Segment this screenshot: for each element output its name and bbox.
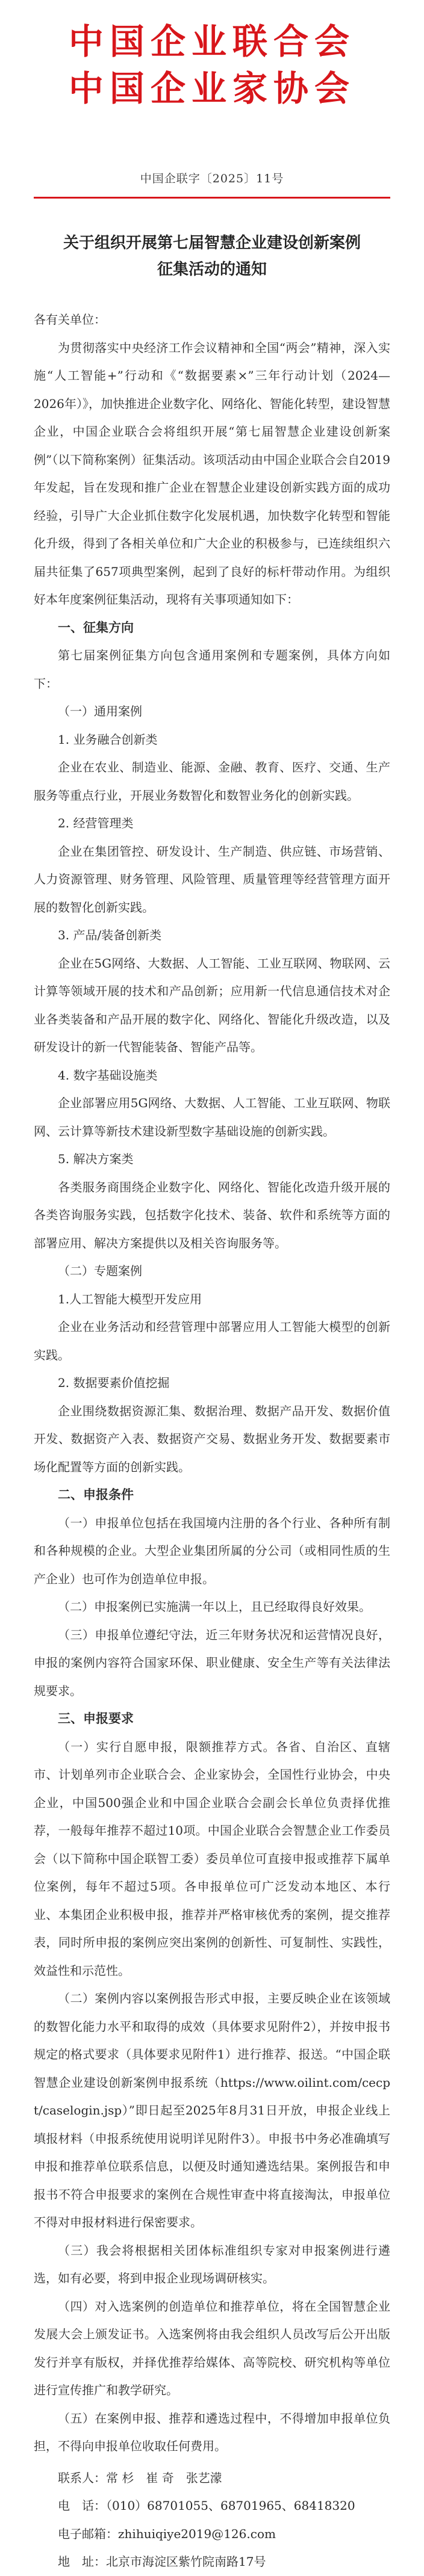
document-number: 中国企联字〔2025〕11号 [140,172,284,185]
red-divider-line [34,197,390,199]
item-2-body: 企业在集团管控、研发设计、生产制造、供应链、市场营销、人力资源管理、财务管理、风险管理、质量管理等经营管理方面开展的数智化创新实践。 [34,844,390,915]
special-item-1-title: 1.人工智能大模型开发应用 [58,1291,202,1306]
contact-phone-label: 电 话： [58,2498,106,2513]
contact-email [34,2520,390,2548]
org-name-2: 中国企业家协会 [68,68,355,109]
requirement-paragraph: （三）我会将根据相关团体标准组织专家对申报案例进行遴选，如有必要，将到申报企业现场调研核实。 [34,2243,390,2285]
contact-email-value: zhihuiqiye2019@126.com [118,2526,276,2541]
special-cases-heading: （二）专题案例 [58,1264,142,1278]
requirement-paragraph: （五）在案例申报、推荐和遴选过程中，不得增加申报单位负担，不得向申报单位收取任何费用。 [34,2411,390,2453]
section-3-heading: 三、申报要求 [58,1711,134,1726]
org-name-1: 中国企业联合会 [68,21,355,62]
condition-paragraph: （二）申报案例已实施满一年以上，且已经取得良好效果。 [58,1599,371,1614]
requirement-paragraph: （二）案例内容以案例报告形式申报，主要反映企业在该领域的数智化能力水平和取得的成效（具体要求见附件2），并按申报书规定的格式要求（具体要求见附件1）进行推荐、报送。“中国企联智慧企业建设创新案例申报系统（https://www.oilint.com/cecpt/caselogin.jsp）”即日起至2025年8月31日开放，申报企业线上填报材料（申报系统使用说明详见附件3）。申报书中务必准确填写申报和推荐单位联系信息，以便及时通知遴选结果。案例报告和申报书不符合申报要求的案例在合规性审查中将直接淘汰，申报单位不得对申报材料进行保密要求。 [34,1991,390,2229]
item-5-title: 5. 解决方案类 [58,1152,134,1166]
contact-block [34,2464,390,2576]
item-1-title: 1. 业务融合创新类 [58,732,158,747]
condition-paragraph: （三）申报单位遵纪守法，近三年财务状况和运营情况良好，申报的案例内容符合国家环保、职业健康、安全生产等有关法律法规要求。 [34,1627,390,1698]
item-4-title: 4. 数字基础设施类 [58,1067,158,1083]
title-line-1: 关于组织开展第七届智慧企业建设创新案例 [63,234,361,252]
item-3-title: 3. 产品/装备创新类 [58,928,162,942]
contact-address-label: 地 址： [58,2554,106,2569]
contact-email-label: 电子邮箱： [58,2526,118,2541]
item-1-body: 企业在农业、制造业、能源、金融、教育、医疗、交通、生产服务等重点行业，开展业务数智化和数智业务化的创新实践。 [34,760,390,803]
section-2-heading: 二、申报条件 [58,1487,134,1502]
document-title [34,230,390,283]
item-2-title: 2. 经营管理类 [58,816,134,830]
contact-people-value: 常 杉 崔 奇 张艺濛 [106,2470,222,2485]
special-item-1-body: 企业在业务活动和经营管理中部署应用人工智能大模型的创新实践。 [34,1320,390,1362]
section-1-intro: 第七届案例征集方向包含通用案例和专题案例，具体方向如下： [34,648,390,691]
document-body [34,306,390,2576]
special-item-2-title: 2. 数据要素价值挖掘 [58,1376,170,1390]
contact-phone [34,2492,390,2520]
contact-address [34,2548,390,2576]
contact-people [34,2464,390,2492]
item-5-body: 各类服务商围绕企业数字化、网络化、智能化改造升级开展的各类咨询服务实践，包括数字化技术、装备、软件和系统等方面的部署应用、解决方案提供以及相关咨询服务等。 [34,1179,390,1250]
title-line-2: 征集活动的通知 [157,261,267,279]
contact-address-value: 北京市海淀区紫竹院南路17号 [106,2554,266,2569]
salutation: 各有关单位： [34,312,106,327]
condition-paragraph: （一）申报单位包括在我国境内注册的各个行业、各种所有制和各种规模的企业。大型企业集团所属的分公司（或相同性质的生产企业）也可作为创造单位申报。 [34,1515,390,1586]
general-cases-heading: （一）通用案例 [58,704,142,718]
intro-paragraph: 为贯彻落实中央经济工作会议精神和全国“两会”精神，深入实施“人工智能+”行动和《“数据要素×”三年行动计划（2024—2026年）》，加快推进企业数字化、网络化、智能化转型，建设智慧企业，中国企业联合会将组织开展“第七届智慧企业建设创新案例”（以下简称案例）征集活动。该项活动由中国企业联合会自2019年发起，旨在发现和推广企业在智慧企业建设创新实践方面的成功经验，引导广大企业抓住数字化发展机遇，加快数字化转型和智能化升级，得到了各相关单位和广大企业的积极参与，已连续组织六届共征集了657项典型案例，起到了良好的标杆带动作用。为组织好本年度案例征集活动，现将有关事项通知如下： [34,340,390,607]
item-3-body: 企业在5G网络、大数据、人工智能、工业互联网、物联网、云计算等领域开展的技术和产品创新；应用新一代信息通信技术对企业各类装备和产品开展的数字化、网络化、智能化升级改造，以及研发设计的新一代智能装备、智能产品等。 [34,956,390,1054]
item-4-body: 企业部署应用5G网络、大数据、人工智能、工业互联网、物联网、云计算等新技术建设新型数字基础设施的创新实践。 [34,1096,390,1138]
contact-people-label: 联系人： [58,2470,106,2485]
letterhead [34,0,390,186]
requirement-paragraph: （四）对入选案例的创造单位和推荐单位，将在全国智慧企业发展大会上颁发证书。入选案例将由我会组织人员改写后公开出版发行并享有版权，并择优推荐给媒体、高等院校、研究机构等单位进行宣传推广和教学研究。 [34,2299,390,2397]
section-1-heading: 一、征集方向 [58,620,134,635]
special-item-2-body: 企业围绕数据资源汇集、数据治理、数据产品开发、数据价值开发、数据资产入表、数据资产交易、数据业务开发、数据要素市场化配置等方面的创新实践。 [34,1403,390,1474]
requirement-paragraph: （一）实行自愿申报，限额推荐方式。各省、自治区、直辖市、计划单列市企业联合会、企业家协会，全国性行业协会，中央企业，中国500强企业和中国企业联合会副会长单位负责择优推荐，一般每年推荐不超过10项。中国企业联合会智慧企业工作委员会（以下简称中国企联智工委）委员单位可直接申报或推荐下属单位案例，每年不超过5项。各申报单位可广泛发动本地区、本行业、本集团企业积极申报，推荐并严格审核优秀的案例，提交推荐表，同时所申报的案例应突出案例的创新性、可复制性、实践性，效益性和示范性。 [34,1739,390,1978]
contact-phone-value: （010）68701055、68701965、68418320 [106,2498,355,2513]
